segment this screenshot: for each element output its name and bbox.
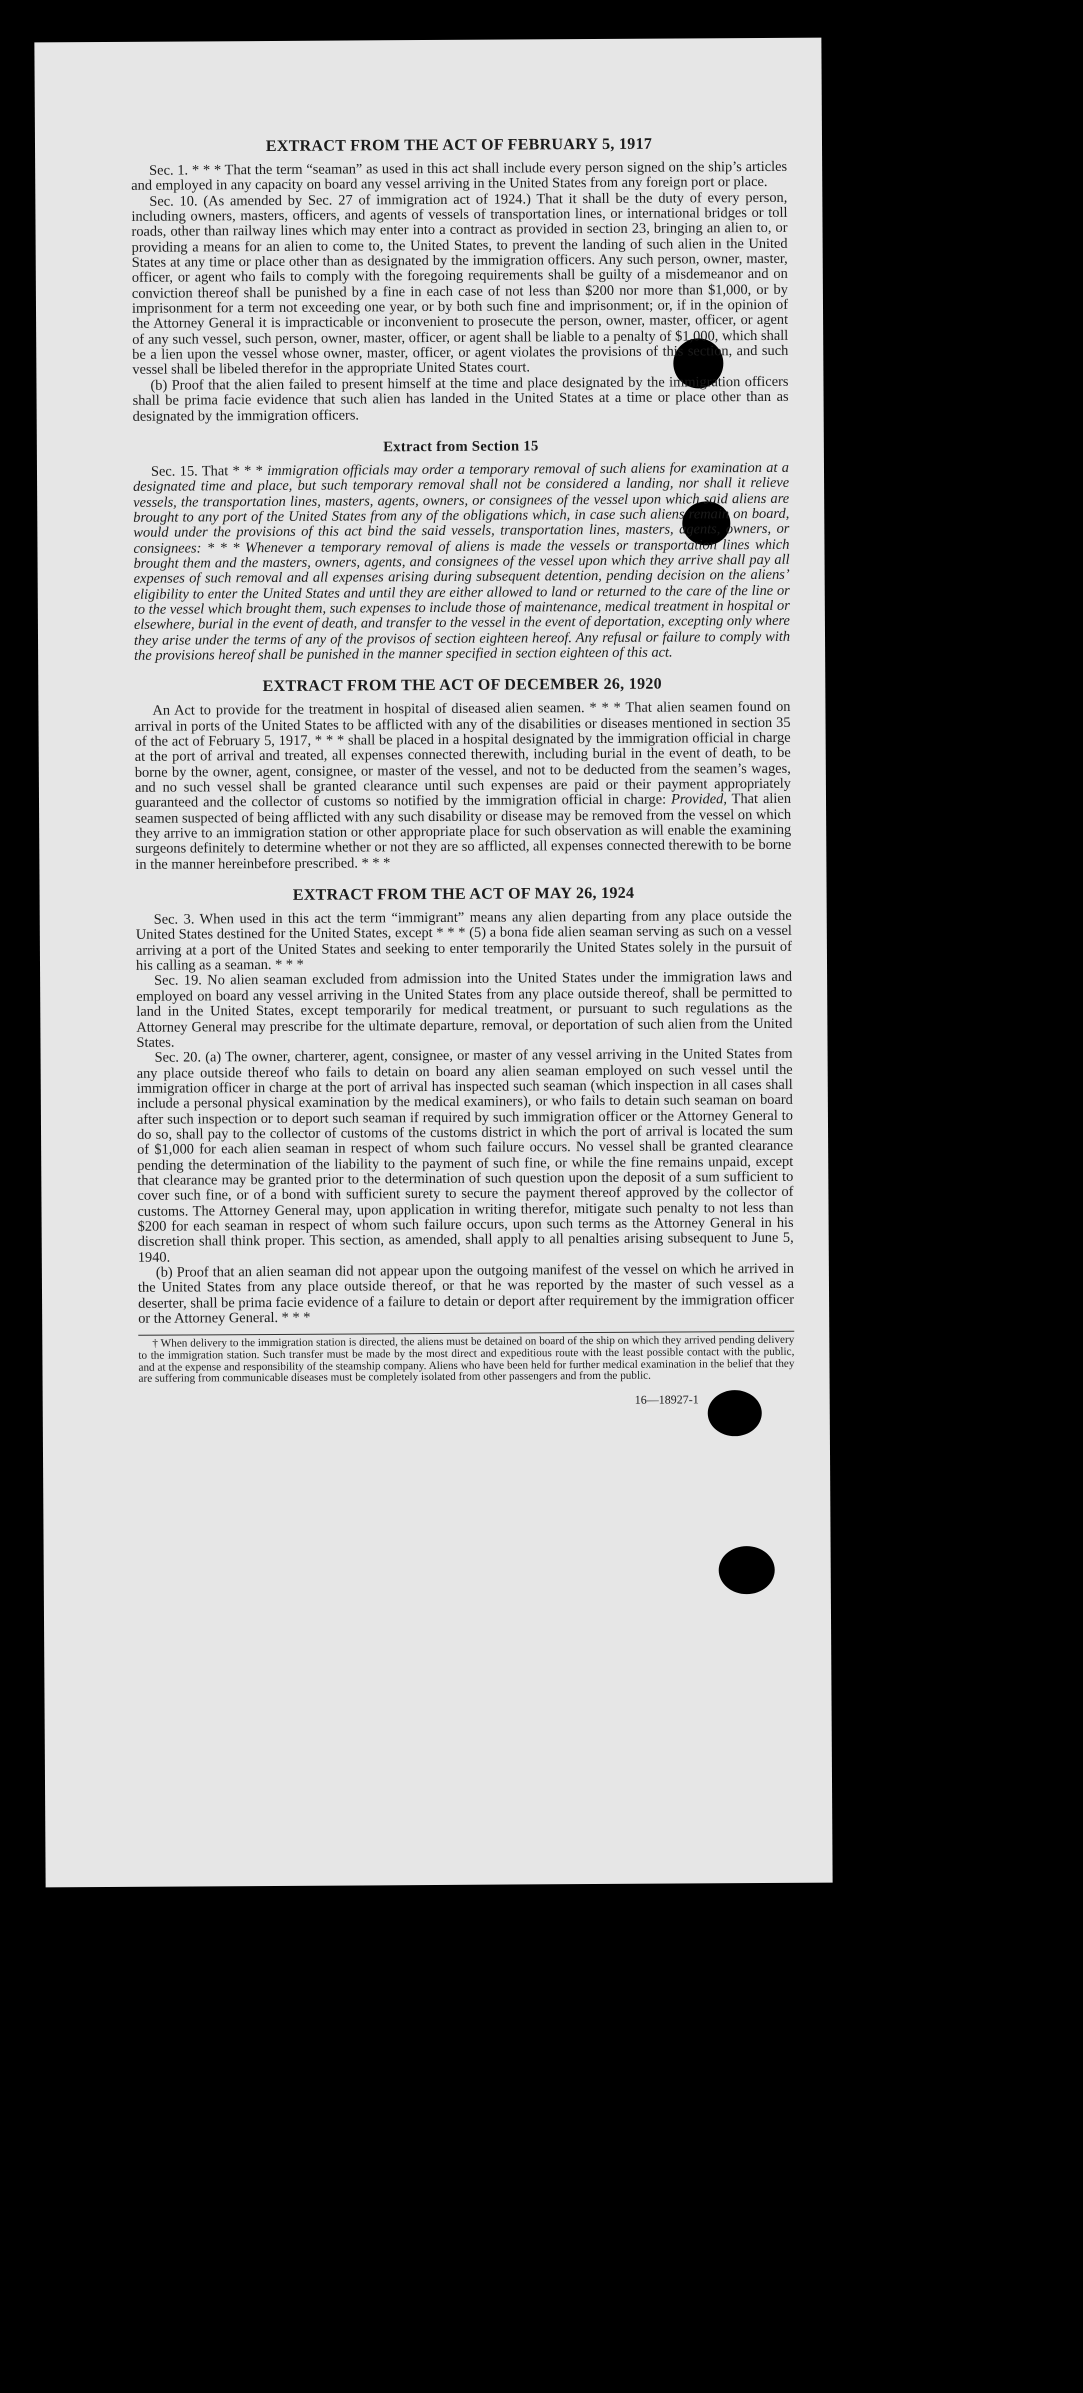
- paragraph: (b) Proof that an alien seaman did not appear upon the outgoing manifest of the vessel on which he arrived in the United States from any place outside thereof, or that he was reported by the master of such vessel as a deserter, shall be prima facie evidence of a failure to detain or deport after requirement by the immigration officer or the Attorney General. * * *: [137, 1260, 795, 1327]
- section-lead: Sec. 15. That * * *: [150, 462, 268, 480]
- punch-hole: [719, 1546, 775, 1594]
- section-heading: Extract from Section 15: [383, 438, 539, 456]
- form-code: 16—18927-1: [634, 1392, 699, 1407]
- paragraph: Sec. 19. No alien seaman excluded from admission into the United States under the immigration laws and employed on board any vessel arriving in the United States from any place outside thereof, shall be permitted to land in the United States, except temporarily for medical treatment, or pursuant to such regulations as the Attorney General may prescribe for the ultimate departure, removal, or deportation of such alien from the United States.: [136, 969, 793, 1051]
- paragraph: Sec. 10. (As amended by Sec. 27 of immigration act of 1924.) That it shall be the duty of every person, including owners, masters, officers, and agents of vessels of transportation lines, or international bridges or toll roads, other than railway lines which may enter into a contract as provided in section 23, bringing an alien to, or providing a means for an alien to come to, the United States, to prevent the landing of such alien in the United States at any time or place other than as designated by the immigration officers. Any such person, owner, master, officer, or agent who fails to comply with the foregoing requirements shall be guilty of a misdemeanor and on conviction thereof shall be punished by a fine in each case of not less than $200 nor more than $1,000, or by imprisonment for a term not exceeding one year, or by both such fine and imprisonment; or, if in the opinion of the Attorney General it is impracticable or inconvenient to prosecute the person, owner, master, officer, or agent of any such vessel, such person, owner, master, officer, or agent shall be liable to a penalty of $1,000, which shall be a lien upon the vessel whose owner, master, officer, or agent violates the provisions of this section, and such vessel shall be libeled therefor in the appropriate United States court.: [131, 189, 789, 379]
- paragraph: Sec. 1. * * * That the term “seaman” as used in this act shall include every person signed on the ship’s articles and employed in any capacity on board any vessel arriving in the United States from any foreign port or place.: [131, 158, 788, 195]
- paragraph: (b) Proof that the alien failed to present himself at the time and place designated by the immigration officers shall be prima facie evidence that such alien has landed in the United States at a time or place other than as designated by the immigration officers.: [132, 373, 789, 425]
- footnote: † When delivery to the immigration station is directed, the aliens must be detained on board of the ship on which they arrived pending delivery to the immigration station. Such transfer must be made by the most direct and expeditious route with the least possible contact with the public, and at the expense and responsibility of the steamship company. Aliens who have been held for further medical examination in the belief that they are suffering from communicable diseases must be completely isolated from other passengers and from the public.: [138, 1334, 795, 1385]
- paragraph: Sec. 3. When used in this act the term “immigrant” means any alien departing from any place outside the United States destined for the United States, except * * * (5) a bona fide alien seaman serving as such on a vessel arriving at a port of the United States and seeking to enter temporarily the United States solely in the pursuit of his calling as a seaman. * * *: [135, 907, 792, 974]
- text: An Act to provide for the treatment in hospital of diseased alien seamen. * * * That alien seamen found on arrival in ports of the United States to be afflicted with any of the disabilities or diseases mentioned in section 35 of the act of February 5, 1917, * * * shall be placed in a hospital designated by the immigration official in charge at the port of arrival and treated, all expenses connected therewith, including burial in the event of death, to be borne by the owner, agent, consignee, or master of the vessel, and not to be deducted from the seamen’s wages, and no such vessel shall be granted clearance until such expenses are paid or their payment appropriately guaranteed and the collector of customs so notified by the immigration official in charge:: [134, 699, 791, 812]
- section-heading: EXTRACT FROM THE ACT OF FEBRUARY 5, 1917: [265, 135, 653, 156]
- italic-text: immigration officials may order a temporary removal of such aliens for examination at a designated time and place, but such temporary removal shall not be considered a landing, nor shall it relieve vessels, the transportation lines, masters, agents, owners, or consignees of the vessel upon which said aliens are brought to any port of the United States from any of the obligations which, in case such aliens remain on board, would under the provisions of this act bind the said vessels, transportation lines, masters, agents, owners, or consignees: * * * Whenever a temporary removal of aliens is made the vessels or transportation lines which brought them and the masters, owners, agents, and consignees of the vessel upon which they arrive shall pay all expenses of such removal and all expenses arising during subsequent detention, pending decision on the aliens’ eligibility to enter the United States and until they are either allowed to land or returned to the care of the line or to the vessel which brought them, such expenses to include those of maintenance, medical treatment in hospital or elsewhere, burial in the event of death, and transfer to the vessel in the event of deportation, excepting only where they arise under the terms of any of the provisos of section eighteen hereof. Any refusal or failure to comply with the provisions hereof shall be punished in the manner specified in section eighteen of this act.: [133, 459, 791, 664]
- section-heading: EXTRACT FROM THE ACT OF DECEMBER 26, 1920: [262, 675, 663, 696]
- italic-text: Provided,: [671, 791, 727, 808]
- document-body: [131, 134, 795, 1411]
- paragraph: [134, 700, 791, 873]
- section-heading: EXTRACT FROM THE ACT OF MAY 26, 1924: [292, 884, 635, 904]
- paragraph: [133, 461, 790, 664]
- document-page: [34, 38, 832, 1888]
- paragraph: Sec. 20. (a) The owner, charterer, agent, consignee, or master of any vessel arriving in the United States from any place outside thereof who fails to detain on board any alien seaman employed on such vessel until the immigration officer in charge at the port of arrival has inspected such seaman (which inspection in all cases shall include a personal physical examination by the medical examiners), or who fails to detain such seaman on board after such inspection or to deport such seaman if required by such immigration officer or the Attorney General to do so, shall pay to the collector of customs of the customs district in which the port of arrival is located the sum of $1,000 for each alien seaman in respect of whom such failure occurs. No vessel shall be granted clearance pending the determination of the liability to the payment of such fine, or while the fine remains unpaid, except that clearance may be granted prior to the determination of such question upon the deposit of a sum sufficient to cover such fine, or of a bond with sufficient surety to secure the payment thereof approved by the collector of customs. The Attorney General may, upon application in writing therefor, mitigate such penalty to not less than $200 for each seaman in respect of whom such failure occurs, upon such terms as the Attorney General in his discretion shall think proper. This section, as amended, shall apply to all penalties arising subsequent to June 5, 1940.: [136, 1045, 794, 1266]
- text: That alien seamen suspected of being afflicted with any such disability or disease may be removed from the vessel on which they arrive to an immigration station or other appropriate place for such observation as will enable the examining surgeons definitely to determine whether or not they are so afflicted, all expenses connected therewith to be borne in the manner hereinbefore prescribed. * * *: [135, 791, 792, 873]
